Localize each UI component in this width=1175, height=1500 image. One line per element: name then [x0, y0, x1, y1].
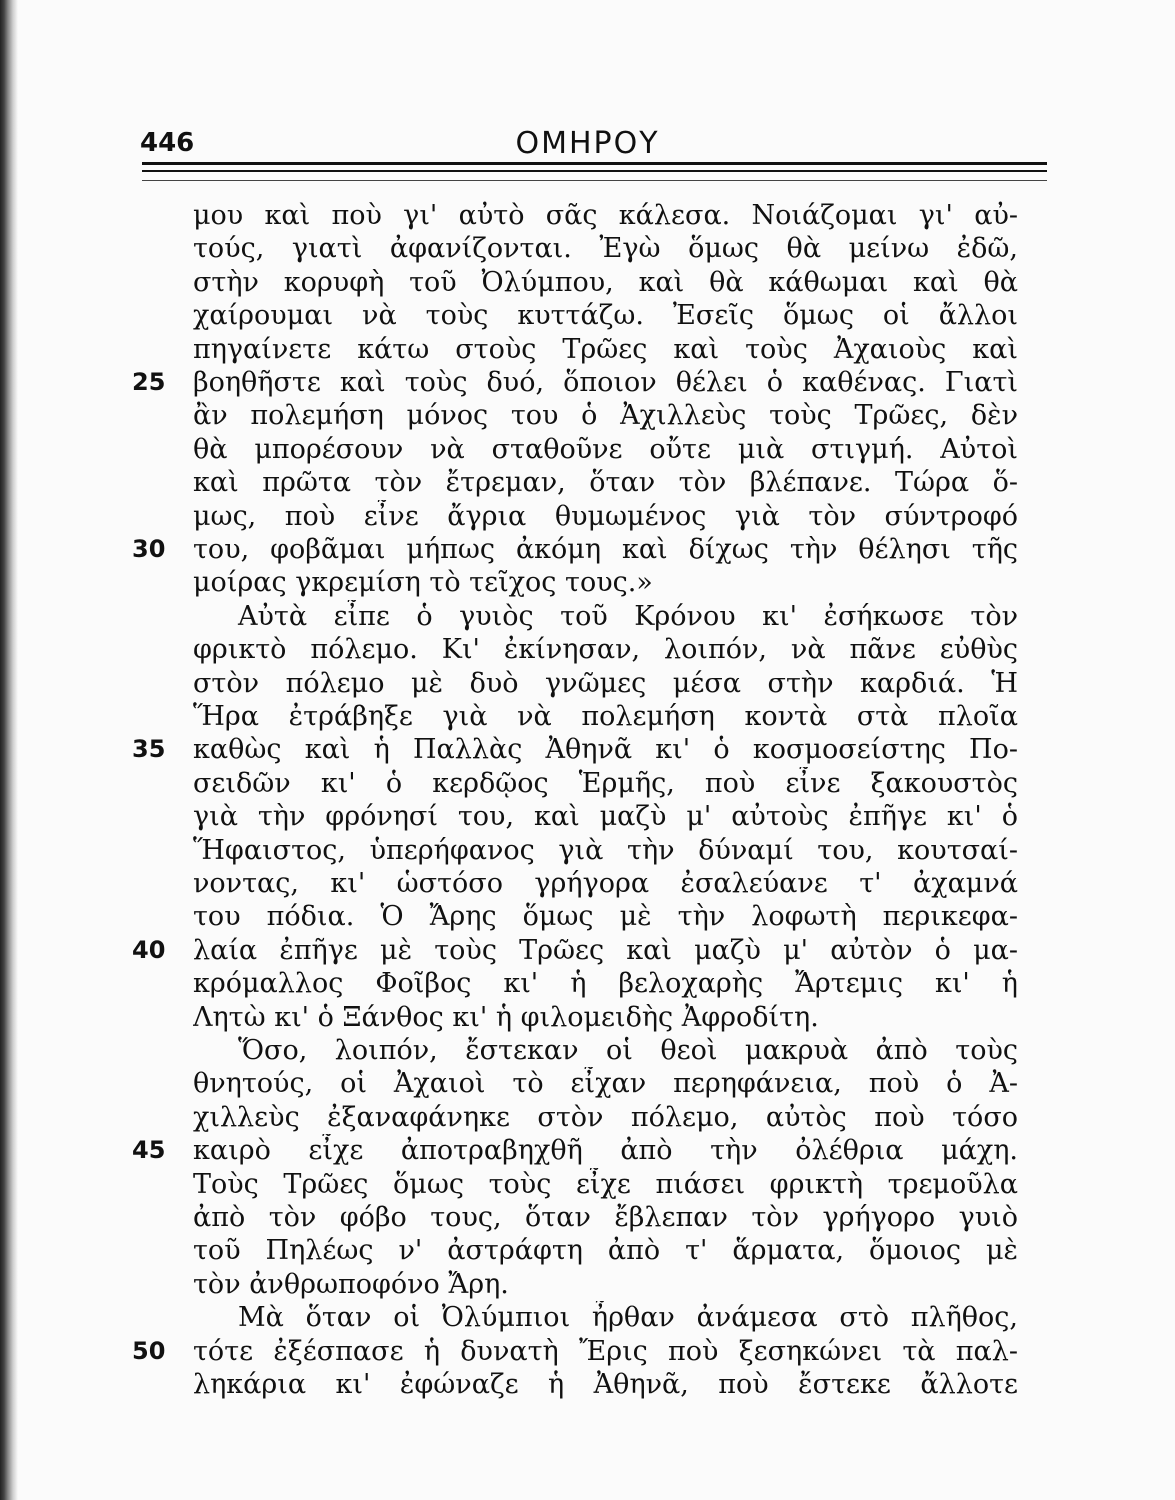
text-line: γιὰ τὴν φρόνησί του, καὶ μαζὺ μ' αὐτοὺς ἐπῆγε κι' ὁ: [193, 801, 1018, 833]
line-number: 35: [132, 735, 166, 764]
text-line: ληκάρια κι' ἐφώναζε ἡ Ἀθηνᾶ, ποὺ ἔστεκε ἄλλοτε: [193, 1369, 1018, 1400]
line-number: 50: [132, 1336, 166, 1365]
line-number: 25: [132, 368, 166, 396]
text-line: Ὅσο, λοιπόν, ἔστεκαν οἱ θεοὶ μακρυὰ ἀπὸ τοὺς: [238, 1035, 1018, 1066]
text-line: βοηθῆστε καὶ τοὺς δυό, ὅποιον θέλει ὁ καθένας. Γιατὶ: [193, 367, 1018, 398]
text-line: λαία ἐπῆγε μὲ τοὺς Τρῶες καὶ μαζὺ μ' αὐτὸν ὁ μα-: [193, 934, 1018, 966]
text-line: τοῦ Πηλέως ν' ἀστράφτη ἀπὸ τ' ἅρματα, ὅμοιος μὲ: [193, 1235, 1018, 1267]
text-line: στὴν κορυφὴ τοῦ Ὀλύμπου, καὶ θὰ κάθωμαι καὶ θὰ: [193, 266, 1018, 298]
text-line: τὸν ἀνθρωποφόνο Ἄρη.: [193, 1268, 509, 1300]
text-line: καιρὸ εἶχε ἀποτραβηχθῆ ἀπὸ τὴν ὀλέθρια μάχη.: [193, 1135, 1018, 1167]
line-number: 45: [132, 1136, 166, 1165]
page-number: 446: [140, 128, 195, 158]
text-line: ἂν πολεμήση μόνος του ὁ Ἀχιλλεὺς τοὺς Τρῶες, δὲν: [193, 400, 1018, 432]
text-line: μου καὶ ποὺ γι' αὐτὸ σᾶς κάλεσα. Νοιάζομαι γι' αὐ-: [193, 200, 1018, 231]
text-line: καὶ πρῶτα τὸν ἔτρεμαν, ὅταν τὸν βλέπανε. Τώρα ὅ-: [193, 467, 1018, 499]
text-line: χαίρουμαι νὰ τοὺς κυττάζω. Ἐσεῖς ὅμως οἱ ἄλλοι: [193, 300, 1018, 332]
text-line: Ἥρα ἐτράβηξε γιὰ νὰ πολεμήση κοντὰ στὰ πλοῖα: [193, 701, 1018, 732]
text-line: φρικτὸ πόλεμο. Κι' ἐκίνησαν, λοιπόν, νὰ πᾶνε εὐθὺς: [193, 634, 1018, 666]
text-line: καθὼς καὶ ἡ Παλλὰς Ἀθηνᾶ κι' ὁ κοσμοσείστης Πο-: [193, 734, 1018, 766]
text-line: θνητούς, οἱ Ἀχαιοὶ τὸ εἶχαν περηφάνεια, ποὺ ὁ Ἀ-: [193, 1068, 1018, 1100]
line-number: 40: [132, 935, 166, 964]
running-head: ΟΜΗΡΟΥ: [515, 126, 660, 161]
text-line: ἀπὸ τὸν φόβο τους, ὅταν ἔβλεπαν τὸν γρήγορο γυιὸ: [193, 1202, 1018, 1233]
text-line: Μὰ ὅταν οἱ Ὀλύμπιοι ἦρθαν ἀνάμεσα στὸ πλῆθος,: [238, 1302, 1018, 1334]
line-number: 30: [132, 535, 166, 563]
text-line: Λητὼ κι' ὁ Ξάνθος κι' ἡ φιλομειδὴς Ἀφροδίτη.: [193, 1001, 819, 1033]
text-line: του πόδια. Ὁ Ἄρης ὅμως μὲ τὴν λοφωτὴ περικεφα-: [193, 901, 1018, 933]
text-line: μοίρας γκρεμίση τὸ τεῖχος τους.»: [193, 567, 653, 599]
text-line: Αὐτὰ εἶπε ὁ γυιὸς τοῦ Κρόνου κι' ἐσήκωσε τὸν: [238, 600, 1018, 632]
text-line: μως, ποὺ εἶνε ἄγρια θυμωμένος γιὰ τὸν σύντροφό: [193, 500, 1018, 532]
text-line: τότε ἐξέσπασε ἡ δυνατὴ Ἔρις ποὺ ξεσηκώνει τὰ παλ-: [193, 1335, 1018, 1367]
text-line: στὸν πόλεμο μὲ δυὸ γνῶμες μέσα στὴν καρδιά. Ἡ: [193, 667, 1018, 699]
text-line: τούς, γιατὶ ἀφανίζονται. Ἐγὼ ὅμως θὰ μείνω ἐδῶ,: [193, 233, 1018, 265]
text-line: σειδῶν κι' ὁ κερδῷος Ἑρμῆς, ποὺ εἶνε ξακουστὸς: [193, 767, 1018, 799]
text-line: χιλλεὺς ἐξαναφάνηκε στὸν πόλεμο, αὐτὸς ποὺ τόσο: [193, 1101, 1018, 1133]
text-line: θὰ μπορέσουν νὰ σταθοῦνε οὔτε μιὰ στιγμή. Αὐτοὶ: [193, 433, 1018, 465]
text-line: Τοὺς Τρῶες ὅμως τοὺς εἶχε πιάσει φρικτὴ τρεμοῦλα: [193, 1168, 1018, 1200]
text-line: κρόμαλλος Φοῖβος κι' ἡ βελοχαρὴς Ἄρτεμις κι' ἡ: [193, 968, 1018, 1000]
text-line: νοντας, κι' ὡστόσο γρήγορα ἐσαλεύανε τ' ἀχαμνά: [193, 868, 1018, 899]
text-line: Ἥφαιστος, ὑπερήφανος γιὰ τὴν δύναμί του, κουτσαί-: [193, 834, 1018, 866]
text-line: πηγαίνετε κάτω στοὺς Τρῶες καὶ τοὺς Ἀχαιοὺς καὶ: [193, 333, 1018, 365]
text-line: του, φοβᾶμαι μήπως ἀκόμη καὶ δίχως τὴν θέλησι τῆς: [193, 534, 1018, 565]
